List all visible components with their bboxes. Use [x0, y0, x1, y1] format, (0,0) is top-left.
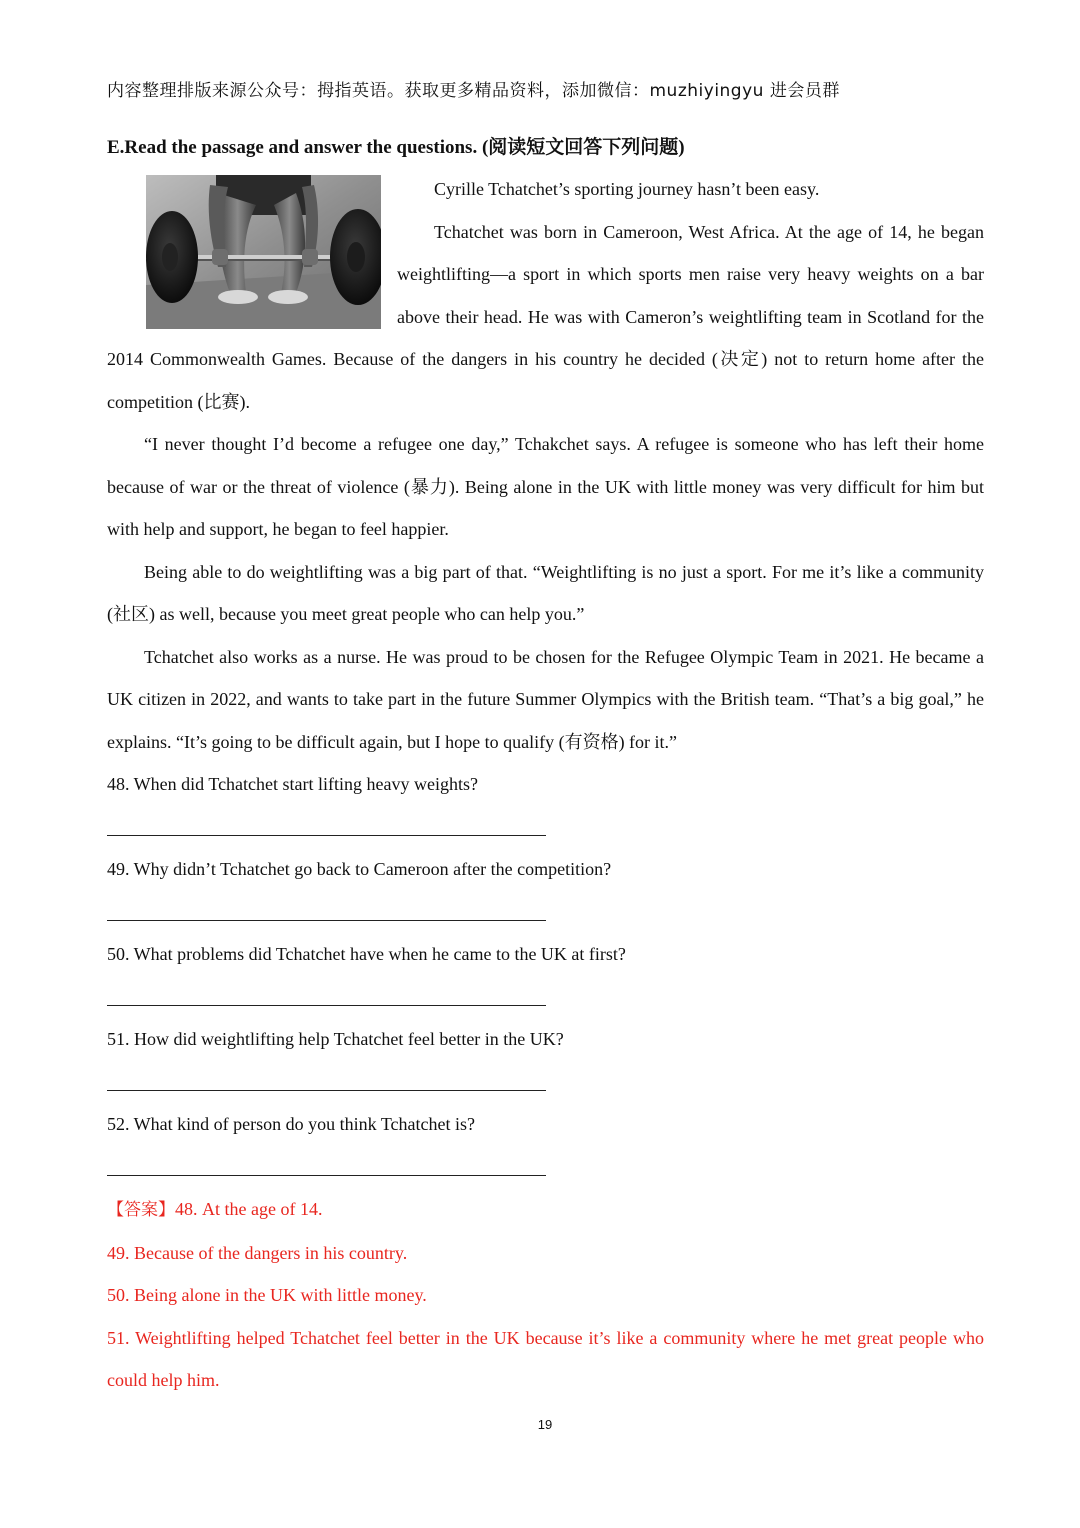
passage-paragraph: Cyrille Tchatchet’s sporting journey hasn’t been easy.	[434, 179, 820, 199]
answer-text: 48. At the age of 14.	[175, 1199, 323, 1219]
question-text: 51. How did weightlifting help Tchatchet feel better in the UK?	[107, 1029, 564, 1049]
question-text: 49. Why didn’t Tchatchet go back to Cameroon after the competition?	[107, 859, 612, 879]
answer-blank-line[interactable]	[107, 1005, 546, 1006]
question-item	[107, 1103, 984, 1188]
answer-blank-line[interactable]	[107, 1090, 546, 1091]
reading-passage	[107, 168, 984, 763]
question-list	[107, 763, 984, 1188]
question-text: 50. What problems did Tchatchet have when he came to the UK at first?	[107, 944, 626, 964]
answer-blank-line[interactable]	[107, 835, 546, 836]
question-item	[107, 848, 984, 933]
answer-blank-line[interactable]	[107, 1175, 546, 1176]
source-note: 内容整理排版来源公众号：拇指英语。获取更多精品资料，添加微信：muzhiyingyu 进会员群	[107, 81, 840, 101]
answer-item: 50. Being alone in the UK with little money.	[107, 1285, 427, 1305]
page-number: 19	[537, 1417, 553, 1432]
answer-item: 49. Because of the dangers in his country.	[107, 1242, 408, 1263]
question-item	[107, 763, 984, 848]
question-item	[107, 1018, 984, 1103]
photo-float-spacer	[107, 168, 397, 338]
answer-item	[107, 1188, 984, 1232]
section-title: E.Read the passage and answer the questions. (阅读短文回答下列问题)	[107, 137, 685, 158]
passage-paragraph: Tchatchet was born in Cameroon, West Africa. At the age of 14, he began weightlifting—a sport in which sports men raise very heavy weights on a bar above their head. He was with Cameron’s weightlifting team in Scotland for the 2014 Commonwealth Games. Because of the dangers in his country he decided (决定) not to return home after the competition (比赛).	[107, 221, 984, 412]
passage-paragraph: Tchatchet also works as a nurse. He was proud to be chosen for the Refugee Olympic Team in 2021. He became a UK citizen in 2022, and wants to take part in the future Summer Olympics with the British team. “That’s a big goal,” he explains. “It’s going to be difficult again, but I hope to qualify (有资格) for it.”	[107, 646, 984, 752]
passage-paragraph: Being able to do weightlifting was a big part of that. “Weightlifting is no just a sport. For me it’s like a community (社区) as well, because you meet great people who can help you.”	[107, 561, 984, 624]
question-item	[107, 933, 984, 1018]
answer-blank-line[interactable]	[107, 920, 546, 921]
question-text: 52. What kind of person do you think Tchatchet is?	[107, 1114, 476, 1134]
passage-paragraph: “I never thought I’d become a refugee one day,” Tchakchet says. A refugee is someone who has left their home because of war or the threat of violence (暴力). Being alone in the UK with little money was very difficult for him but with help and support, he began to feel happier.	[107, 434, 984, 539]
answer-label: 【答案】	[107, 1200, 175, 1220]
answer-item: 51. Weightlifting helped Tchatchet feel better in the UK because it’s like a community where he met great people who could help him.	[107, 1327, 984, 1390]
answer-key	[107, 1188, 984, 1402]
question-text: 48. When did Tchatchet start lifting heavy weights?	[107, 774, 478, 794]
